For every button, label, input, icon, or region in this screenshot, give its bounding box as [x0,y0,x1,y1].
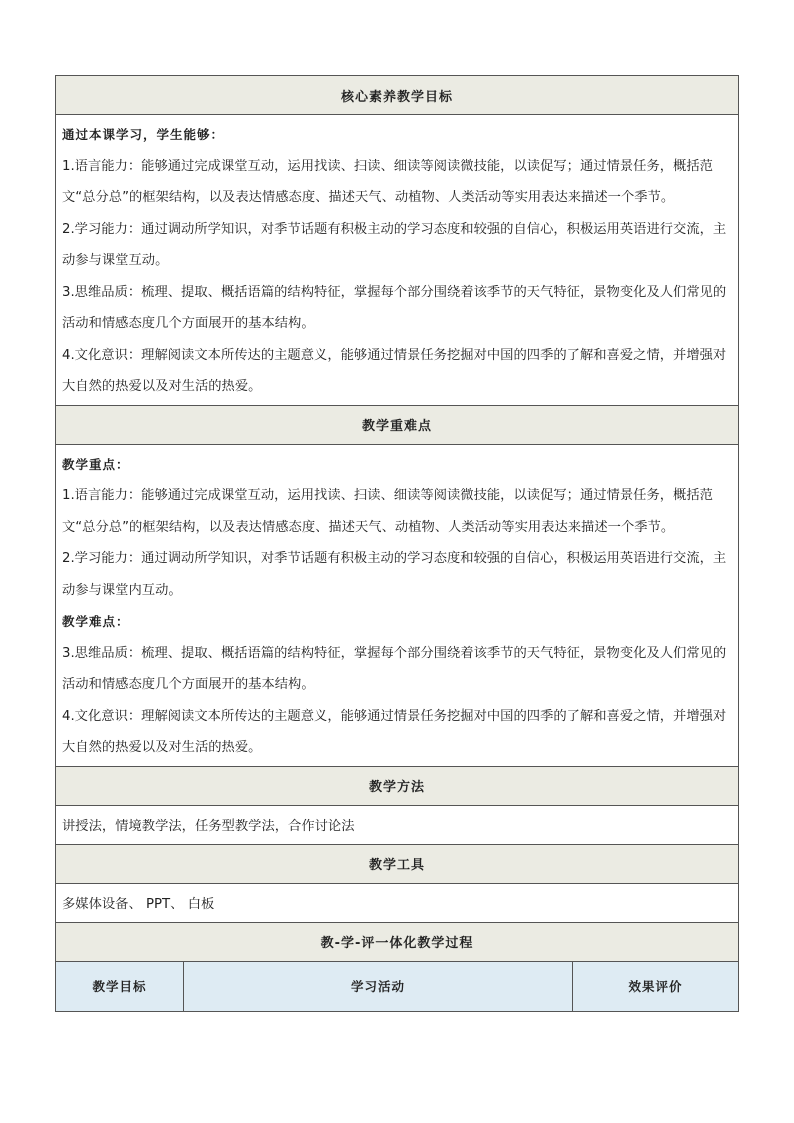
tools-text: 多媒体设备、 PPT、 白板 [56,883,739,922]
core-goal-item: 4.文化意识：理解阅读文本所传达的主题意义，能够通过情景任务挖掘对中国的四季的了解和喜爱之情，并增强对大自然的热爱以及对生活的热爱。 [62,347,727,394]
core-goals-header: 核心素养教学目标 [56,76,739,115]
lesson-plan-table [55,75,739,1012]
core-goal-item: 1.语言能力：能够通过完成课堂互动，运用找读、扫读、细读等阅读微技能，以读促写；通过情景任务，概括范文“总分总”的框架结构，以及表达情感态度、描述天气、动植物、人类活动等实用表达来描述一个季节。 [62,158,713,205]
process-header: 教-学-评一体化教学过程 [56,922,739,961]
core-goal-item: 2.学习能力：通过调动所学知识，对季节话题有积极主动的学习态度和较强的自信心，积极运用英语进行交流，主动参与课堂互动。 [62,221,727,268]
column-header-activities: 学习活动 [184,961,573,1011]
core-goals-body [56,115,739,406]
tools-header: 教学工具 [56,844,739,883]
key-points-header: 教学重难点 [56,405,739,444]
difficulty-item: 3.思维品质：梳理、提取、概括语篇的结构特征，掌握每个部分围绕着该季节的天气特征，景物变化及人们常见的活动和情感态度几个方面展开的基本结构。 [62,645,727,692]
methods-text: 讲授法，情境教学法，任务型教学法，合作讨论法 [56,805,739,844]
key-points-body [56,444,739,766]
column-header-evaluation: 效果评价 [573,961,739,1011]
core-goals-intro: 通过本课学习，学生能够： [62,127,225,142]
difficulty-label: 教学难点： [62,614,130,629]
focus-label: 教学重点： [62,456,130,472]
column-header-goals: 教学目标 [56,961,184,1011]
methods-header: 教学方法 [56,766,739,805]
core-goal-item: 3.思维品质：梳理、提取、概括语篇的结构特征，掌握每个部分围绕着该季节的天气特征，景物变化及人们常见的活动和情感态度几个方面展开的基本结构。 [62,284,727,331]
focus-item: 1.语言能力：能够通过完成课堂互动，运用找读、扫读、细读等阅读微技能，以读促写；通过情景任务，概括范文“总分总”的框架结构，以及表达情感态度、描述天气、动植物、人类活动等实用表达来描述一个季节。 [62,488,713,535]
difficulty-item: 4.文化意识：理解阅读文本所传达的主题意义，能够通过情景任务挖掘对中国的四季的了解和喜爱之情，并增强对大自然的热爱以及对生活的热爱。 [62,708,727,755]
focus-item: 2.学习能力：通过调动所学知识，对季节话题有积极主动的学习态度和较强的自信心，积极运用英语进行交流，主动参与课堂内互动。 [62,551,727,598]
lesson-plan-sheet [55,75,738,1012]
